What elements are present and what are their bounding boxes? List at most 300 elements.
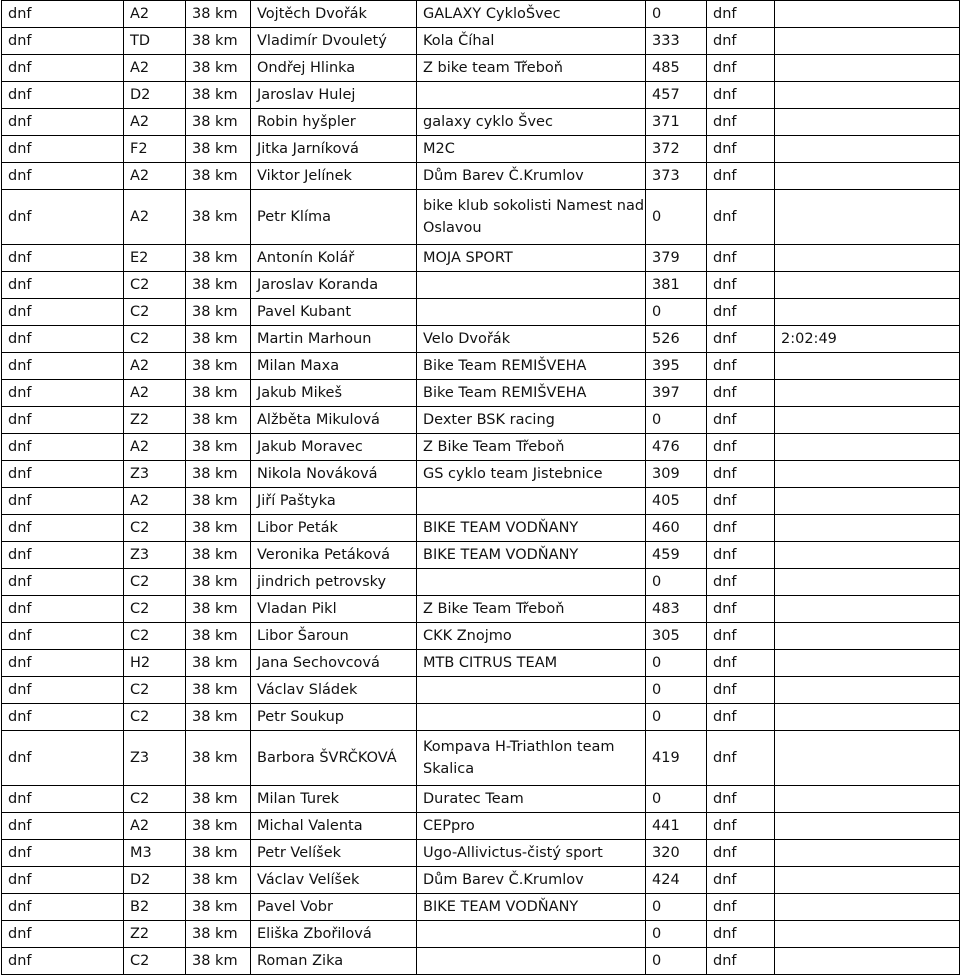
distance-cell: 38 km: [186, 136, 251, 163]
distance-cell: 38 km: [186, 163, 251, 190]
category-cell: C2: [124, 299, 186, 326]
team-cell: Bike Team REMIŠVEHA: [417, 353, 646, 380]
distance-cell: 38 km: [186, 190, 251, 245]
category-cell: D2: [124, 867, 186, 894]
table-row: [2, 380, 960, 407]
number-cell: 457: [646, 82, 707, 109]
result-cell: dnf: [707, 813, 775, 840]
team-cell: CKK Znojmo: [417, 623, 646, 650]
category-cell: A2: [124, 813, 186, 840]
team-cell: [417, 921, 646, 948]
category-cell: C2: [124, 596, 186, 623]
team-cell: Ugo-Allivictus-čistý sport: [417, 840, 646, 867]
table-row: [2, 650, 960, 677]
result-cell: dnf: [707, 596, 775, 623]
category-cell: A2: [124, 55, 186, 82]
time-cell: [775, 731, 960, 786]
status-cell: dnf: [2, 326, 124, 353]
result-cell: dnf: [707, 515, 775, 542]
category-cell: A2: [124, 434, 186, 461]
category-cell: C2: [124, 623, 186, 650]
number-cell: 0: [646, 299, 707, 326]
status-cell: dnf: [2, 704, 124, 731]
time-cell: [775, 650, 960, 677]
number-cell: 0: [646, 407, 707, 434]
distance-cell: 38 km: [186, 82, 251, 109]
time-cell: [775, 380, 960, 407]
result-cell: dnf: [707, 55, 775, 82]
category-cell: C2: [124, 515, 186, 542]
table-row: [2, 786, 960, 813]
team-cell: [417, 704, 646, 731]
status-cell: dnf: [2, 272, 124, 299]
name-cell: Eliška Zbořilová: [251, 921, 417, 948]
number-cell: 483: [646, 596, 707, 623]
status-cell: dnf: [2, 28, 124, 55]
category-cell: A2: [124, 163, 186, 190]
status-cell: dnf: [2, 569, 124, 596]
name-cell: Roman Zika: [251, 948, 417, 975]
distance-cell: 38 km: [186, 867, 251, 894]
team-cell: Z Bike Team Třeboň: [417, 596, 646, 623]
number-cell: 379: [646, 245, 707, 272]
table-row: [2, 353, 960, 380]
category-cell: Z3: [124, 461, 186, 488]
status-cell: dnf: [2, 677, 124, 704]
time-cell: [775, 55, 960, 82]
distance-cell: 38 km: [186, 596, 251, 623]
number-cell: 397: [646, 380, 707, 407]
name-cell: Milan Turek: [251, 786, 417, 813]
team-cell: MOJA SPORT: [417, 245, 646, 272]
status-cell: dnf: [2, 55, 124, 82]
distance-cell: 38 km: [186, 245, 251, 272]
result-cell: dnf: [707, 650, 775, 677]
time-cell: 2:02:49: [775, 326, 960, 353]
number-cell: 526: [646, 326, 707, 353]
number-cell: 419: [646, 731, 707, 786]
name-cell: Jitka Jarníková: [251, 136, 417, 163]
distance-cell: 38 km: [186, 407, 251, 434]
table-row: [2, 921, 960, 948]
status-cell: dnf: [2, 596, 124, 623]
results-body: [2, 1, 960, 975]
name-cell: Antonín Kolář: [251, 245, 417, 272]
result-cell: dnf: [707, 867, 775, 894]
name-cell: Libor Šaroun: [251, 623, 417, 650]
status-cell: dnf: [2, 948, 124, 975]
name-cell: Pavel Vobr: [251, 894, 417, 921]
time-cell: [775, 813, 960, 840]
status-cell: dnf: [2, 731, 124, 786]
table-row: [2, 596, 960, 623]
number-cell: 405: [646, 488, 707, 515]
table-row: [2, 623, 960, 650]
team-cell: Dům Barev Č.Krumlov: [417, 163, 646, 190]
table-row: [2, 948, 960, 975]
time-cell: [775, 299, 960, 326]
table-row: [2, 245, 960, 272]
category-cell: Z2: [124, 921, 186, 948]
number-cell: 333: [646, 28, 707, 55]
table-row: [2, 731, 960, 786]
name-cell: Nikola Nováková: [251, 461, 417, 488]
name-cell: Veronika Petáková: [251, 542, 417, 569]
status-cell: dnf: [2, 840, 124, 867]
category-cell: C2: [124, 272, 186, 299]
team-cell: [417, 299, 646, 326]
name-cell: Petr Velíšek: [251, 840, 417, 867]
number-cell: 485: [646, 55, 707, 82]
table-row: [2, 55, 960, 82]
name-cell: Jaroslav Koranda: [251, 272, 417, 299]
table-row: [2, 461, 960, 488]
number-cell: 0: [646, 894, 707, 921]
time-cell: [775, 948, 960, 975]
status-cell: dnf: [2, 867, 124, 894]
result-cell: dnf: [707, 569, 775, 596]
distance-cell: 38 km: [186, 921, 251, 948]
distance-cell: 38 km: [186, 894, 251, 921]
distance-cell: 38 km: [186, 272, 251, 299]
name-cell: Michal Valenta: [251, 813, 417, 840]
number-cell: 309: [646, 461, 707, 488]
team-cell: Duratec Team: [417, 786, 646, 813]
category-cell: Z3: [124, 731, 186, 786]
name-cell: Jana Sechovcová: [251, 650, 417, 677]
number-cell: 460: [646, 515, 707, 542]
time-cell: [775, 623, 960, 650]
category-cell: C2: [124, 948, 186, 975]
result-cell: dnf: [707, 163, 775, 190]
table-row: [2, 894, 960, 921]
name-cell: Vojtěch Dvořák: [251, 1, 417, 28]
distance-cell: 38 km: [186, 542, 251, 569]
team-cell: Kola Číhal: [417, 28, 646, 55]
category-cell: C2: [124, 326, 186, 353]
number-cell: 476: [646, 434, 707, 461]
result-cell: dnf: [707, 921, 775, 948]
category-cell: A2: [124, 380, 186, 407]
time-cell: [775, 1, 960, 28]
team-cell: Kompava H-Triathlon team Skalica: [417, 731, 646, 786]
result-cell: dnf: [707, 488, 775, 515]
table-row: [2, 28, 960, 55]
name-cell: Václav Velíšek: [251, 867, 417, 894]
number-cell: 424: [646, 867, 707, 894]
name-cell: Vladan Pikl: [251, 596, 417, 623]
name-cell: Barbora ŠVRČKOVÁ: [251, 731, 417, 786]
time-cell: [775, 190, 960, 245]
team-cell: MTB CITRUS TEAM: [417, 650, 646, 677]
category-cell: A2: [124, 353, 186, 380]
result-cell: dnf: [707, 434, 775, 461]
distance-cell: 38 km: [186, 28, 251, 55]
time-cell: [775, 353, 960, 380]
result-cell: dnf: [707, 461, 775, 488]
result-cell: dnf: [707, 407, 775, 434]
category-cell: H2: [124, 650, 186, 677]
distance-cell: 38 km: [186, 840, 251, 867]
time-cell: [775, 542, 960, 569]
status-cell: dnf: [2, 434, 124, 461]
distance-cell: 38 km: [186, 704, 251, 731]
number-cell: 373: [646, 163, 707, 190]
result-cell: dnf: [707, 894, 775, 921]
name-cell: Jakub Mikeš: [251, 380, 417, 407]
distance-cell: 38 km: [186, 488, 251, 515]
result-cell: dnf: [707, 245, 775, 272]
result-cell: dnf: [707, 109, 775, 136]
number-cell: 305: [646, 623, 707, 650]
number-cell: 371: [646, 109, 707, 136]
number-cell: 0: [646, 786, 707, 813]
status-cell: dnf: [2, 894, 124, 921]
time-cell: [775, 894, 960, 921]
table-row: [2, 109, 960, 136]
name-cell: Alžběta Mikulová: [251, 407, 417, 434]
name-cell: Václav Sládek: [251, 677, 417, 704]
number-cell: 0: [646, 190, 707, 245]
time-cell: [775, 867, 960, 894]
table-row: [2, 813, 960, 840]
distance-cell: 38 km: [186, 623, 251, 650]
distance-cell: 38 km: [186, 434, 251, 461]
number-cell: 0: [646, 1, 707, 28]
team-cell: [417, 948, 646, 975]
result-cell: dnf: [707, 840, 775, 867]
number-cell: 0: [646, 948, 707, 975]
name-cell: Viktor Jelínek: [251, 163, 417, 190]
number-cell: 441: [646, 813, 707, 840]
category-cell: C2: [124, 704, 186, 731]
status-cell: dnf: [2, 190, 124, 245]
table-row: [2, 163, 960, 190]
result-cell: dnf: [707, 704, 775, 731]
number-cell: 0: [646, 650, 707, 677]
result-cell: dnf: [707, 1, 775, 28]
name-cell: Vladimír Dvouletý: [251, 28, 417, 55]
table-row: [2, 190, 960, 245]
category-cell: C2: [124, 786, 186, 813]
table-row: [2, 1, 960, 28]
status-cell: dnf: [2, 515, 124, 542]
result-cell: dnf: [707, 786, 775, 813]
number-cell: 0: [646, 921, 707, 948]
result-cell: dnf: [707, 136, 775, 163]
number-cell: 0: [646, 704, 707, 731]
team-cell: [417, 677, 646, 704]
distance-cell: 38 km: [186, 353, 251, 380]
table-row: [2, 407, 960, 434]
result-cell: dnf: [707, 272, 775, 299]
result-cell: dnf: [707, 948, 775, 975]
table-row: [2, 434, 960, 461]
team-cell: Dům Barev Č.Krumlov: [417, 867, 646, 894]
team-cell: [417, 569, 646, 596]
number-cell: 395: [646, 353, 707, 380]
number-cell: 372: [646, 136, 707, 163]
time-cell: [775, 786, 960, 813]
table-row: [2, 82, 960, 109]
time-cell: [775, 245, 960, 272]
time-cell: [775, 488, 960, 515]
result-cell: dnf: [707, 380, 775, 407]
team-cell: [417, 272, 646, 299]
status-cell: dnf: [2, 488, 124, 515]
name-cell: Jaroslav Hulej: [251, 82, 417, 109]
status-cell: dnf: [2, 650, 124, 677]
table-row: [2, 569, 960, 596]
distance-cell: 38 km: [186, 731, 251, 786]
team-cell: Velo Dvořák: [417, 326, 646, 353]
status-cell: dnf: [2, 786, 124, 813]
name-cell: Petr Klíma: [251, 190, 417, 245]
time-cell: [775, 82, 960, 109]
table-row: [2, 326, 960, 353]
table-row: [2, 488, 960, 515]
team-cell: BIKE TEAM VODŇANY: [417, 542, 646, 569]
table-row: [2, 136, 960, 163]
time-cell: [775, 515, 960, 542]
team-cell: CEPpro: [417, 813, 646, 840]
name-cell: Jiří Paštyka: [251, 488, 417, 515]
result-cell: dnf: [707, 28, 775, 55]
category-cell: A2: [124, 109, 186, 136]
distance-cell: 38 km: [186, 299, 251, 326]
distance-cell: 38 km: [186, 786, 251, 813]
status-cell: dnf: [2, 353, 124, 380]
category-cell: F2: [124, 136, 186, 163]
status-cell: dnf: [2, 1, 124, 28]
table-row: [2, 542, 960, 569]
category-cell: D2: [124, 82, 186, 109]
category-cell: B2: [124, 894, 186, 921]
time-cell: [775, 272, 960, 299]
table-row: [2, 867, 960, 894]
result-cell: dnf: [707, 326, 775, 353]
status-cell: dnf: [2, 82, 124, 109]
category-cell: E2: [124, 245, 186, 272]
name-cell: Milan Maxa: [251, 353, 417, 380]
time-cell: [775, 434, 960, 461]
time-cell: [775, 109, 960, 136]
number-cell: 320: [646, 840, 707, 867]
category-cell: A2: [124, 1, 186, 28]
team-cell: M2C: [417, 136, 646, 163]
distance-cell: 38 km: [186, 55, 251, 82]
time-cell: [775, 677, 960, 704]
table-row: [2, 840, 960, 867]
time-cell: [775, 569, 960, 596]
team-cell: BIKE TEAM VODŇANY: [417, 894, 646, 921]
category-cell: C2: [124, 677, 186, 704]
result-cell: dnf: [707, 623, 775, 650]
status-cell: dnf: [2, 109, 124, 136]
number-cell: 0: [646, 677, 707, 704]
team-cell: bike klub sokolisti Namest nad Oslavou: [417, 190, 646, 245]
status-cell: dnf: [2, 542, 124, 569]
table-row: [2, 272, 960, 299]
status-cell: dnf: [2, 921, 124, 948]
time-cell: [775, 461, 960, 488]
distance-cell: 38 km: [186, 948, 251, 975]
status-cell: dnf: [2, 407, 124, 434]
distance-cell: 38 km: [186, 326, 251, 353]
time-cell: [775, 596, 960, 623]
status-cell: dnf: [2, 623, 124, 650]
time-cell: [775, 921, 960, 948]
name-cell: Robin hyšpler: [251, 109, 417, 136]
status-cell: dnf: [2, 163, 124, 190]
status-cell: dnf: [2, 461, 124, 488]
team-cell: Z Bike Team Třeboň: [417, 434, 646, 461]
distance-cell: 38 km: [186, 109, 251, 136]
time-cell: [775, 840, 960, 867]
name-cell: jindrich petrovsky: [251, 569, 417, 596]
distance-cell: 38 km: [186, 677, 251, 704]
table-row: [2, 299, 960, 326]
table-row: [2, 677, 960, 704]
time-cell: [775, 28, 960, 55]
team-cell: GS cyklo team Jistebnice: [417, 461, 646, 488]
status-cell: dnf: [2, 299, 124, 326]
distance-cell: 38 km: [186, 650, 251, 677]
result-cell: dnf: [707, 353, 775, 380]
distance-cell: 38 km: [186, 569, 251, 596]
time-cell: [775, 136, 960, 163]
category-cell: C2: [124, 569, 186, 596]
category-cell: A2: [124, 488, 186, 515]
category-cell: A2: [124, 190, 186, 245]
category-cell: Z2: [124, 407, 186, 434]
distance-cell: 38 km: [186, 1, 251, 28]
distance-cell: 38 km: [186, 380, 251, 407]
result-cell: dnf: [707, 299, 775, 326]
name-cell: Libor Peták: [251, 515, 417, 542]
category-cell: M3: [124, 840, 186, 867]
team-cell: Z bike team Třeboň: [417, 55, 646, 82]
number-cell: 459: [646, 542, 707, 569]
time-cell: [775, 704, 960, 731]
distance-cell: 38 km: [186, 515, 251, 542]
status-cell: dnf: [2, 380, 124, 407]
number-cell: 0: [646, 569, 707, 596]
team-cell: galaxy cyklo Švec: [417, 109, 646, 136]
status-cell: dnf: [2, 245, 124, 272]
results-table: [1, 0, 960, 975]
name-cell: Pavel Kubant: [251, 299, 417, 326]
result-cell: dnf: [707, 190, 775, 245]
distance-cell: 38 km: [186, 813, 251, 840]
time-cell: [775, 407, 960, 434]
table-row: [2, 704, 960, 731]
category-cell: TD: [124, 28, 186, 55]
number-cell: 381: [646, 272, 707, 299]
distance-cell: 38 km: [186, 461, 251, 488]
status-cell: dnf: [2, 813, 124, 840]
team-cell: GALAXY CykloŠvec: [417, 1, 646, 28]
name-cell: Ondřej Hlinka: [251, 55, 417, 82]
name-cell: Martin Marhoun: [251, 326, 417, 353]
time-cell: [775, 163, 960, 190]
result-cell: dnf: [707, 82, 775, 109]
team-cell: [417, 82, 646, 109]
result-cell: dnf: [707, 677, 775, 704]
team-cell: [417, 488, 646, 515]
name-cell: Jakub Moravec: [251, 434, 417, 461]
name-cell: Petr Soukup: [251, 704, 417, 731]
